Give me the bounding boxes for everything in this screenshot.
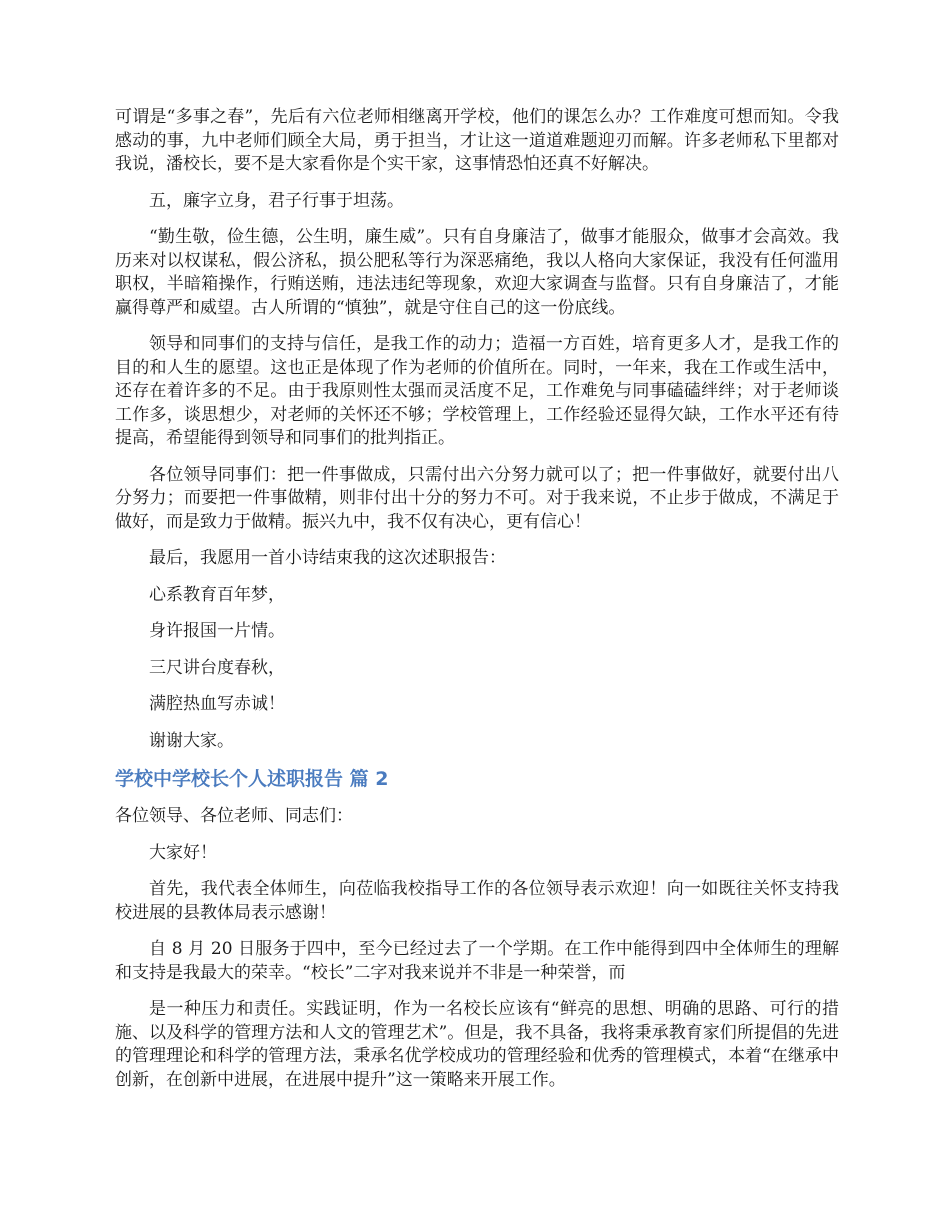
- paragraph-10: 首先，我代表全体师生，向莅临我校指导工作的各位领导表示欢迎！向一如既往关怀支持我校进展的县教体局表示感谢！: [115, 879, 839, 923]
- paragraph-3: “勤生敬，俭生德，公生明，廉生威”。只有自身廉洁了，做事才能服众，做事才会高效。我历来对以权谋私，假公济私，损公肥私等行为深恶痛绝，我以人格向大家保证，我没有任何滥用职权，半暗箱操作，行贿送贿，违法违纪等现象，欢迎大家调查与监督。只有自身廉洁了，才能赢得尊严和威望。古人所谓的“慎独”，就是守住自己的这一份底线。: [115, 227, 839, 318]
- paragraph-1: 可谓是“多事之春”，先后有六位老师相继离开学校，他们的课怎么办？工作难度可想而知。令我感动的事，九中老师们顾全大局，勇于担当，才让这一道道难题迎刃而解。许多老师私下里都对我说，潘校长，要不是大家看你是个实干家，这事情恐怕还真不好解决。: [115, 107, 839, 174]
- document-page: [115, 106, 839, 1105]
- poem-line-2: 身许报国一片情。: [149, 621, 285, 641]
- paragraph-6: 最后，我愿用一首小诗结束我的这次述职报告：: [149, 548, 506, 568]
- paragraph-2: 五，廉字立身，君子行事于坦荡。: [149, 190, 404, 211]
- paragraph-8: 各位领导、各位老师、同志们：: [115, 806, 353, 826]
- paragraph-7: 谢谢大家。: [149, 730, 234, 751]
- paragraph-4: 领导和同事们的支持与信任，是我工作的动力；造福一方百姓，培育更多人才，是我工作的目的和人生的愿望。这也正是体现了作为老师的价值所在。同时，一年来，我在工作或生活中，还存在着许多的不足。由于我原则性太强而灵活度不足，工作难免与同事磕磕绊绊；对于老师谈工作多，谈思想少，对老师的关怀还不够；学校管理上，工作经验还显得欠缺，工作水平还有待提高，希望能得到领导和同事们的批判指正。: [115, 334, 839, 448]
- section-heading: 学校中学校长个人述职报告 篇 2: [115, 768, 389, 790]
- poem-line-3: 三尺讲台度春秋，: [149, 657, 285, 678]
- poem-line-4: 满腔热血写赤诚！: [149, 694, 285, 714]
- paragraph-11: 自 8 月 20 日服务于四中，至今已经过去了一个学期。在工作中能得到四中全体师生的理解和支持是我最大的荣幸。“校长”二字对我来说并不非是一种荣誉，而: [115, 939, 839, 983]
- paragraph-5: 各位领导同事们：把一件事做成，只需付出六分努力就可以了；把一件事做好，就要付出八分努力；而要把一件事做精，则非付出十分的努力不可。对于我来说，不止步于做成，不满足于做好，而是致力于做精。振兴九中，我不仅有决心，更有信心！: [115, 464, 839, 532]
- paragraph-12: 是一种压力和责任。实践证明，作为一名校长应该有“鲜亮的思想、明确的思路、可行的措施、以及科学的管理方法和人文的管理艺术”。但是，我不具备，我将秉承教育家们所提倡的先进的管理理论和科学的管理方法，秉承名优学校成功的管理经验和优秀的管理模式，本着“在继承中创新，在创新中进展，在进展中提升”这一策略来开展工作。: [115, 999, 839, 1090]
- paragraph-9: 大家好！: [149, 842, 217, 863]
- poem-line-1: 心系教育百年梦，: [149, 584, 285, 605]
